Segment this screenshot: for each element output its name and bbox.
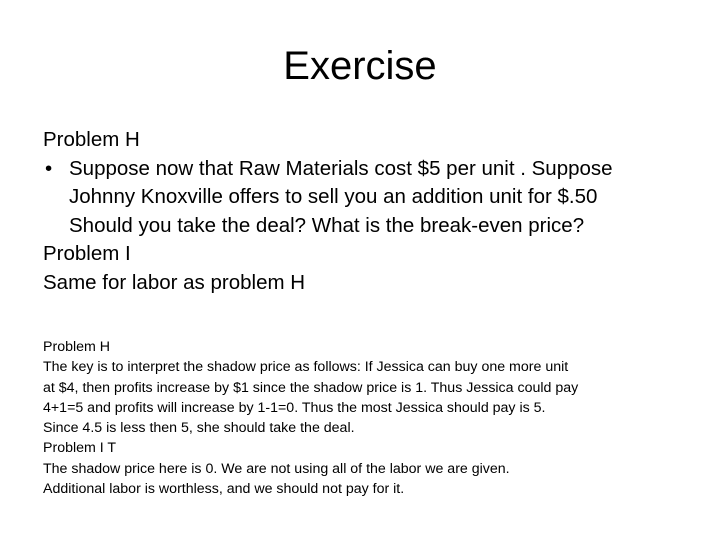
note-line: Problem H <box>43 339 111 355</box>
note-line: at $4, then profits increase by $1 since the shadow price is 1. Thus Jessica could pay <box>43 379 579 396</box>
problem-h-bullet <box>43 155 693 241</box>
bullet-line-3: Should you take the deal? What is the break-even price? <box>69 213 585 237</box>
slide-body <box>43 126 693 297</box>
answer-notes <box>43 337 693 499</box>
problem-h-label: Problem H <box>43 128 140 151</box>
note-line: 4+1=5 and profits will increase by 1-1=0. Thus the most Jessica should pay is 5. <box>43 399 546 416</box>
bullet-line-2: Johnny Knoxville offers to sell you an addition unit for $.50 <box>69 185 598 208</box>
slide-title: Exercise <box>283 44 437 88</box>
note-line: Additional labor is worthless, and we should not pay for it. <box>43 481 405 498</box>
note-line: The key is to interpret the shadow price as follows: If Jessica can buy one more unit <box>43 359 569 376</box>
note-line: Problem I T <box>43 440 117 457</box>
note-line: Since 4.5 is less then 5, she should take the deal. <box>43 420 355 437</box>
problem-h-bullet-text <box>69 155 709 241</box>
bullet-icon: • <box>45 156 53 180</box>
problem-i-label: Problem I <box>43 242 131 265</box>
note-line: The shadow price here is 0. We are not using all of the labor we are given. <box>43 460 510 477</box>
bullet-line-1: Suppose now that Raw Materials cost $5 per unit . Suppose <box>69 156 613 180</box>
problem-i-text: Same for labor as problem H <box>43 270 306 294</box>
